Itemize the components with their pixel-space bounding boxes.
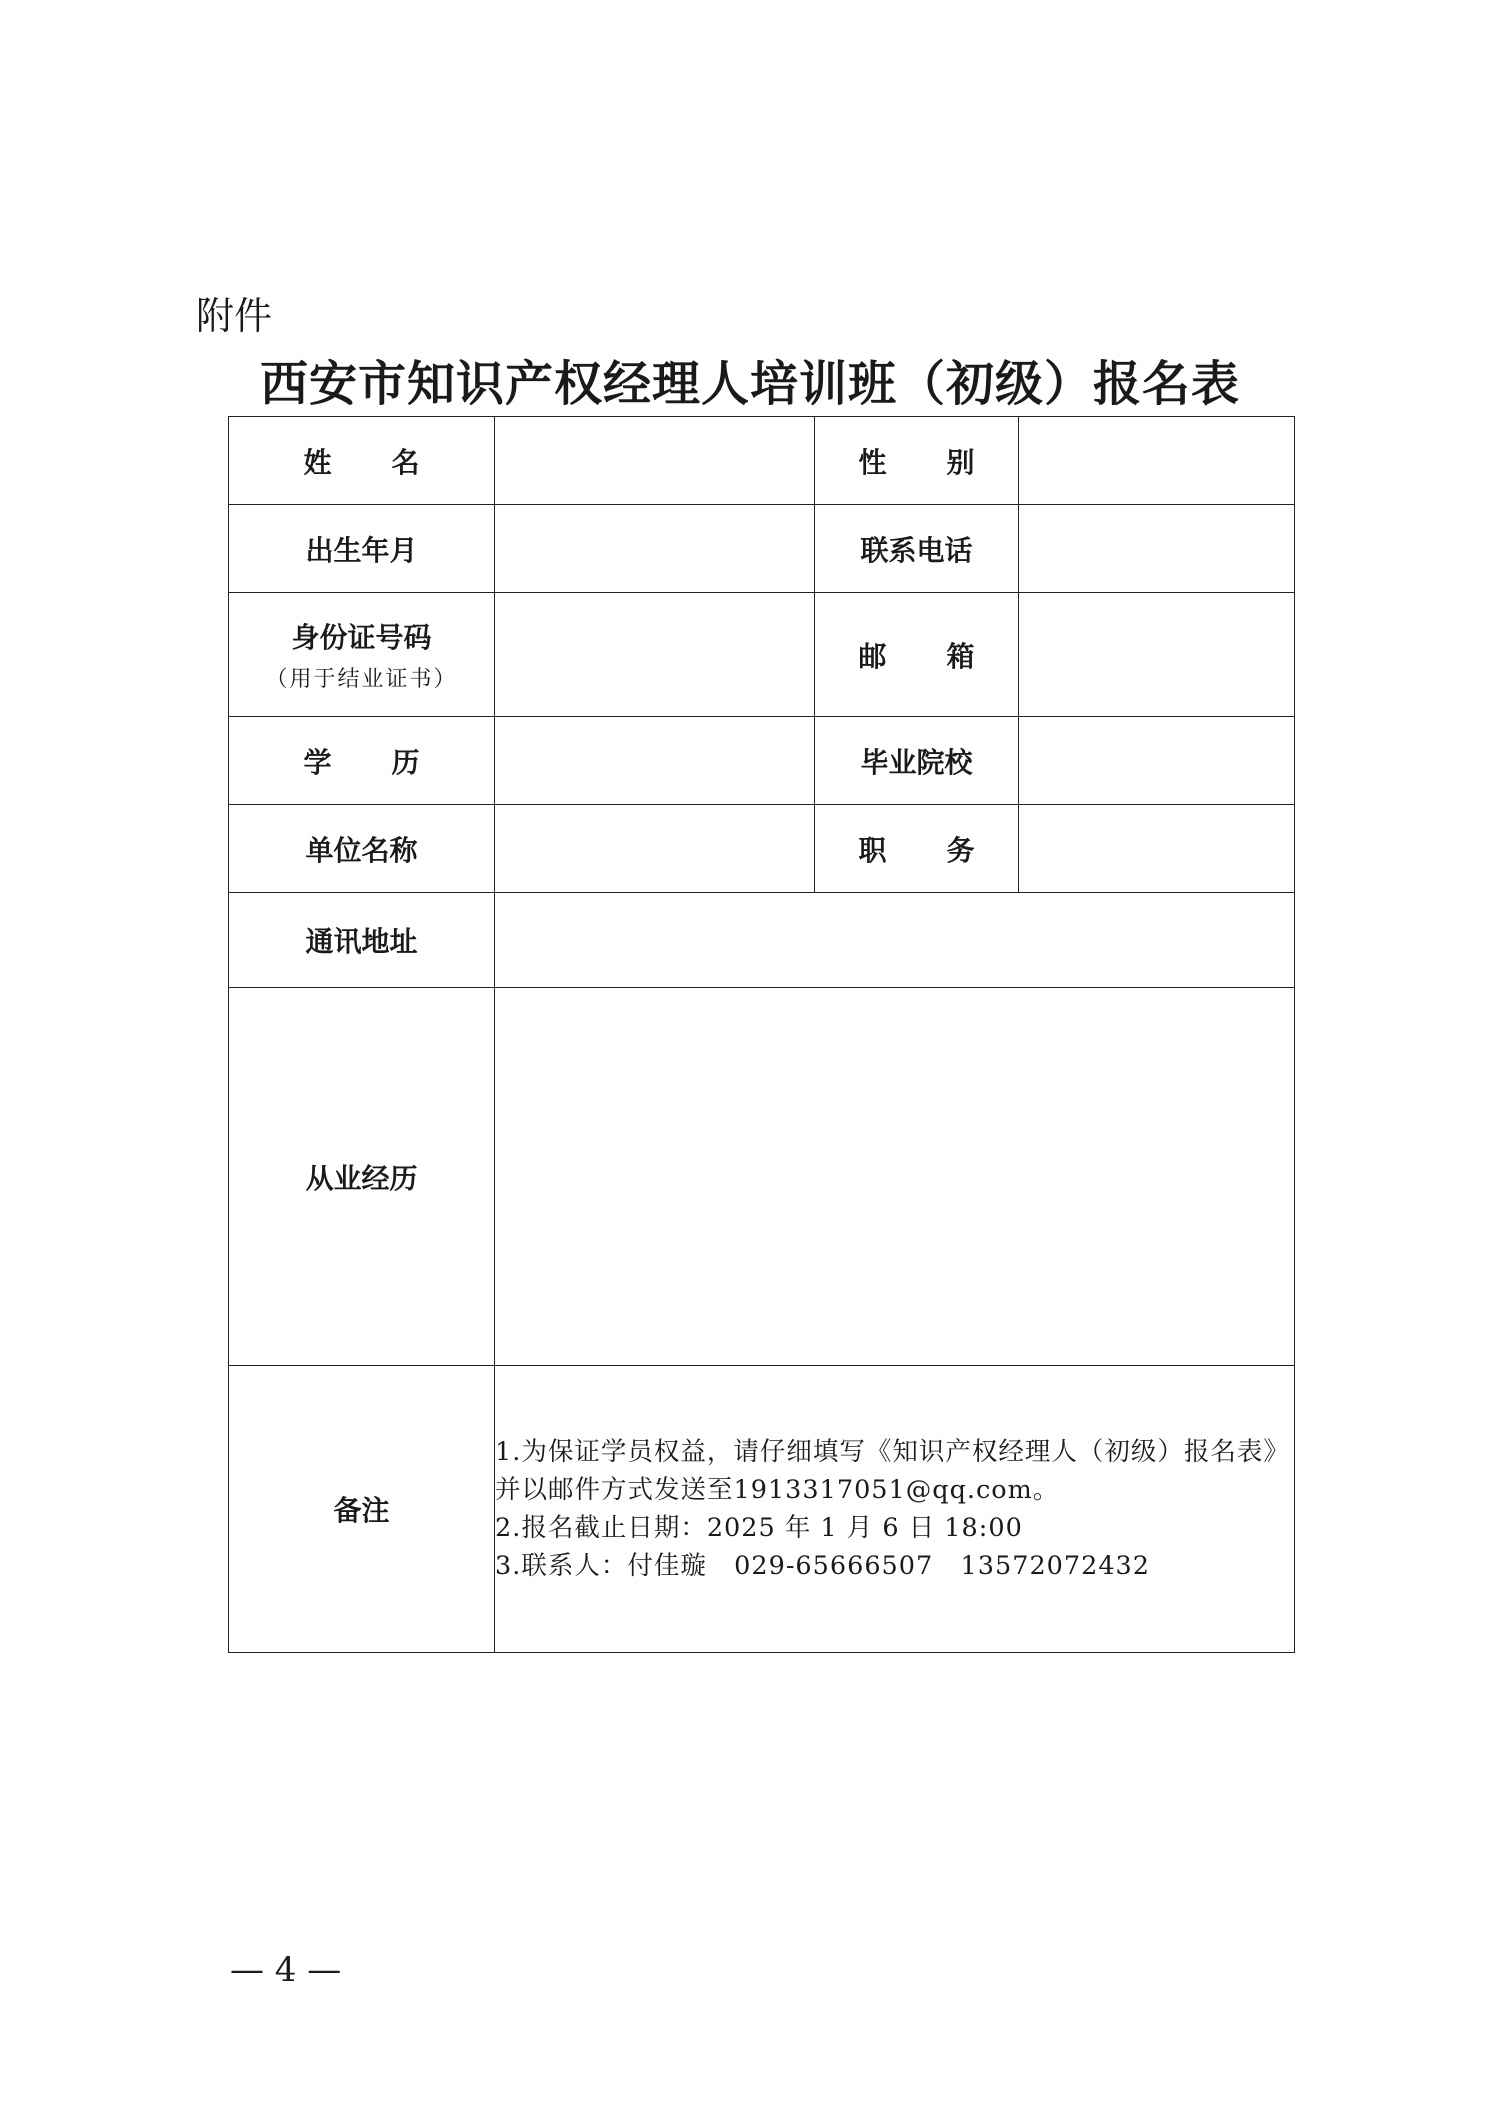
registration-form-table [228, 416, 1295, 1653]
employer-label: 单位名称 [305, 833, 418, 867]
email-label-cell [815, 593, 1035, 717]
employer-label-cell [229, 805, 495, 893]
experience-label-cell [229, 988, 495, 1366]
employer-field[interactable] [495, 805, 815, 893]
birth-field[interactable] [495, 505, 815, 593]
remarks-label-cell [229, 1366, 495, 1653]
address-label-cell [229, 893, 495, 988]
row-id-email [229, 593, 1295, 717]
note-1: 1.为保证学员权益，请仔细填写《知识产权经理人（初级）报名表》并以邮件方式发送至1913317051@qq.com。 [495, 1437, 1290, 1505]
email-field[interactable] [1019, 593, 1295, 717]
row-birth-phone [229, 505, 1295, 593]
phone-label-cell [815, 505, 1019, 593]
phone-label: 联系电话 [860, 533, 973, 567]
row-employer-position [229, 805, 1295, 893]
page-title: 西安市知识产权经理人培训班（初级）报名表 [259, 356, 1240, 412]
school-label-cell [815, 717, 1019, 805]
note-2: 2.报名截止日期：2025 年 1 月 6 日 18:00 [495, 1513, 1023, 1543]
gender-label: 性别 [858, 445, 1035, 479]
email-label: 邮箱 [858, 639, 1035, 673]
name-label-cell [229, 417, 495, 505]
education-label-cell [229, 717, 495, 805]
row-experience [229, 988, 1295, 1366]
birth-label-cell [229, 505, 495, 593]
row-name-gender [229, 417, 1295, 505]
attachment-label: 附件 [196, 294, 273, 338]
experience-field[interactable] [495, 988, 1295, 1366]
name-field[interactable] [495, 417, 815, 505]
birth-label: 出生年月 [305, 533, 418, 567]
page-number: — 4 — [230, 1950, 342, 1990]
id-sublabel: （用于结业证书） [265, 667, 458, 692]
address-field[interactable] [495, 893, 1295, 988]
phone-field[interactable] [1019, 505, 1295, 593]
row-education-school [229, 717, 1295, 805]
note-3: 3.联系人：付佳璇 029-65666507 13572072432 [495, 1551, 1151, 1581]
gender-field[interactable] [1019, 417, 1295, 505]
row-remarks [229, 1366, 1295, 1653]
position-label: 职务 [858, 833, 1035, 867]
remarks-label: 备注 [333, 1494, 390, 1527]
gender-label-cell [815, 417, 1035, 505]
school-field[interactable] [1019, 717, 1295, 805]
address-label: 通讯地址 [305, 925, 418, 958]
id-label-cell [229, 593, 495, 717]
row-address [229, 893, 1295, 988]
experience-label: 从业经历 [305, 1161, 418, 1195]
education-label: 学历 [303, 745, 480, 779]
school-label: 毕业院校 [860, 745, 973, 779]
id-field[interactable] [495, 593, 815, 717]
remarks-notes [495, 1366, 1295, 1653]
name-label: 姓名 [303, 445, 480, 479]
position-field[interactable] [1019, 805, 1295, 893]
position-label-cell [815, 805, 1035, 893]
id-label: 身份证号码 [291, 621, 432, 654]
education-field[interactable] [495, 717, 815, 805]
